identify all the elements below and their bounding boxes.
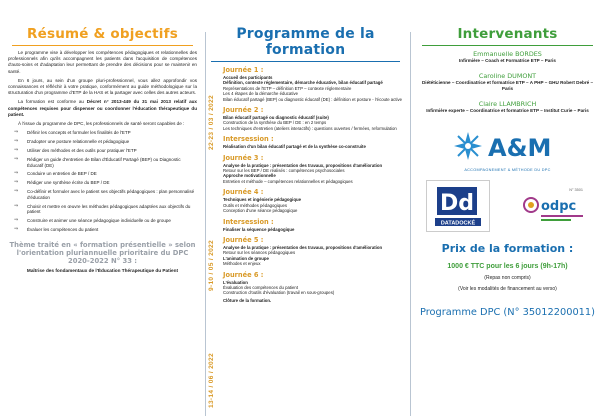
objectives-list [14,130,197,232]
arrow-right-icon: ⇒ [14,170,19,177]
dpc-theme: Thème traité en « formation présentielle » selon l'orientation pluriannuelle prioritaire du DPC 2020-2022 N° 33 : [9,240,196,266]
program-title: Programme de la formation [236,26,375,58]
session-dates-3: 13-14 / 06 / 2022 [208,353,215,408]
day-3-items [223,163,404,185]
odpc-number: N° 3501 [569,188,583,192]
objective-item: ⇒ Définir les concepts et formuler les finalités de l'ETP [14,129,131,136]
objective-item: ⇒ Rédiger une synthèse écrite du BEP / DE [14,179,110,186]
odpc-logo [517,181,589,231]
am-logo-text: A&M [487,134,551,162]
program-item: Conception d'une séance pédagogique [223,208,298,214]
objective-item: ⇒ Construire et animer une séance pédagogique individuelle ou de groupe [14,217,171,224]
program-item: Définition, contexte réglementaire, démarche éducative, bilan éducatif partagé [223,80,383,86]
svg-text:Dd: Dd [439,191,475,216]
intersession-2-heading: Intersession : [223,217,274,226]
program-item: Les techniques d'entretien (ateliers interactifs) : questions ouvertes / fermées, reformulation [223,125,397,131]
partner-logos [418,180,597,232]
odpc-label: odpc [541,199,577,214]
summary-paragraph-3 [8,99,197,118]
price-value: 1000 € TTC pour les 6 jours (9h-17h) [447,263,568,270]
day-6-items [223,280,404,296]
objective-item: ⇒ Conduire un entretien de BEP / DE [14,170,97,177]
arrow-right-icon: ⇒ [14,129,19,136]
arrow-right-icon: ⇒ [14,188,19,195]
program-item: Construction de la synthèse du BEP / DE : en 2 temps [223,120,327,126]
day-4-items [223,197,404,213]
decree-reference: Décret n° 2013-449 du 31 mai 2013 relatif aux compétences requises pour dispenser ou coordonner l'éducation thérapeutique du patient. [8,99,197,117]
program-column [205,0,410,416]
objective-item: ⇒ Évaluer les compétences du patient [14,226,99,233]
intersession-1-heading: Intersession : [223,135,274,144]
odpc-mark [517,181,589,231]
summary-column [0,0,205,416]
objective-item: ⇒ Co-définir et formuler avec le patient ses objectifs pédagogiques : plan personnalisé d'éducation [14,188,195,200]
speaker-name: Caroline DUMONT [478,72,537,80]
intersession-1-items [223,144,404,149]
arrow-right-icon: ⇒ [14,226,19,233]
closing-text: Clôture de la formation. [223,297,272,303]
summary-paragraph-2: En 6 jours, au sein d'un groupe pluri-professionnel, vous allez approfondir vos connaissances et réfléchir à votre pratique, conformément au guide méthodologique sur la structuration d'un programme d'ETP de la HAS et la partager avec celles des autres acteurs. [8,77,197,96]
program-item: Réalisation d'un bilan éducatif partagé et de la synthèse co-construite [223,144,366,150]
speaker-role: Infirmière experte – Coordinatrice et formatrice ETP – Institut Curie – Paris [426,108,589,113]
speakers-divider [422,45,593,46]
program-item: Les 4 étapes de la démarche éducative [223,91,299,97]
speaker-name: Claire LLAMBRICH [478,100,537,108]
summary-paragraph-4: À l'issue du programme de DPC, les professionnels de santé seront capables de : [18,121,185,127]
day-5-heading: Journée 5 : [223,235,264,244]
program-item: Méthodes et enjeux [223,261,261,267]
datadock-label: DATADOCKÉ [440,220,476,227]
decree-intro: La formation est conforme au [18,99,87,105]
arrow-right-icon: ⇒ [14,155,19,162]
program-item: Techniques et ingénierie pédagogique [223,197,301,203]
funding-note: (Voir les modalités de financement au verso) [458,286,557,293]
program-item: Construction d'outils d'évaluation (travail en sous-groupes) [223,290,335,296]
day-5-items [223,245,404,267]
program-divider [211,61,400,62]
speakers-column [410,0,605,416]
program-item: Finaliser la séquence pédagogique [223,226,295,232]
program-item: Bilan éducatif partagé ou diagnostic éducatif (suite) [223,115,329,121]
program-item: Analyse de la pratique : présentation des travaux, propositions d'amélioration [223,162,383,168]
speaker-name: Emmanuelle BORDES [473,50,542,58]
datadock-logo [426,180,490,232]
speakers-title: Intervenants [457,26,558,42]
dpc-program-number: Programme DPC (N° 35012200011) [420,306,595,318]
objective-item: ⇒ D'adopter une posture relationnelle et pédagogique [14,138,130,145]
session-dates-1: 22-23 / 03 / 2022 [208,95,215,150]
datadock-mark [427,181,489,231]
program-item: L'évaluation [223,279,248,285]
arrow-right-icon: ⇒ [14,147,19,154]
am-logo-mark [448,126,568,168]
speaker-role: Infirmière – Coach et Formatrice ETP – Paris [459,58,556,63]
program-item: Représentations de l'ETP – définition ETP – contexte réglementaire [223,85,352,91]
arrow-right-icon: ⇒ [14,202,19,209]
objective-item: ⇒ Choisir et mettre en œuvre les méthodes pédagogiques adaptées aux objectifs du patient [14,202,191,215]
price-title: Prix de la formation : [441,242,574,255]
day-2-items [223,115,404,131]
day-1-heading: Journée 1 : [223,66,264,74]
program-item: Bilan éducatif partagé (BEP) ou diagnostic éducatif (DE) : définition et posture - l'écoute active [223,96,403,102]
day-4-heading: Journée 4 : [223,188,264,197]
day-1-items [223,75,404,102]
summary-title: Résumé & objectifs [27,26,178,42]
objective-item: ⇒ Utiliser des méthodes et des outils pour pratiquer l'ETP [14,147,137,154]
program-item: Évaluation des compétences du patient [223,284,299,290]
arrow-right-icon: ⇒ [14,217,19,224]
meals-note: (Repas non compris) [484,275,531,281]
program-item: Retour sur les BEP / DE réalisés : compétences psychosociales [223,168,345,174]
objective-item: ⇒ Rédiger un guide d'entretien de Bilan d'Éducatif Partagé (BEP) ou Diagnostic Éducatif (DE) [14,155,181,168]
program-item: Accueil des participants [223,75,273,80]
summary-paragraph-1: Le programme vise à développer les compétences pédagogiques et relationnelles des professionnels afin qu'ils accompagnent les patients dans l'acquisition de compétences d'auto-soins et d'adaptation leur permettant de prendre des décisions pour se maintenir en santé. [8,50,197,74]
intersession-2-items [223,227,404,232]
arrow-right-icon: ⇒ [14,138,19,145]
day-6-heading: Journée 6 : [223,270,264,279]
program-item: L'animation de groupe [223,255,269,261]
program-item: Outils et méthodes pédagogiques [223,202,288,208]
program-item: Approche motivationnelle [223,173,276,179]
program-item: Entretien et méthode – compétences relationnelles et pédagogiques [223,178,353,184]
program-item: Analyse de la pratique : présentation des travaux, propositions d'amélioration [223,244,383,250]
am-logo [418,126,597,172]
day-3-heading: Journée 3 : [223,153,264,162]
program-item: Retour sur les séances pédagogiques [223,250,296,256]
dpc-theme-subject: Maîtrise des fondamentaux de l'Éducation Thérapeutique du Patient [26,268,179,274]
day-2-heading: Journée 2 : [223,106,264,115]
summary-divider [12,45,193,46]
program-schedule [207,66,404,408]
session-dates-2: 9-10 / 05 / 2022 [208,240,215,291]
am-tagline: ACCOMPAGNEMENT & MÉTHODE DU DPC [464,168,551,172]
arrow-right-icon: ⇒ [14,179,19,186]
speaker-role: Diététicienne – Coordinatrice et formatrice ETP – A PHP – GHU Robert Debré – Paris [421,80,594,91]
